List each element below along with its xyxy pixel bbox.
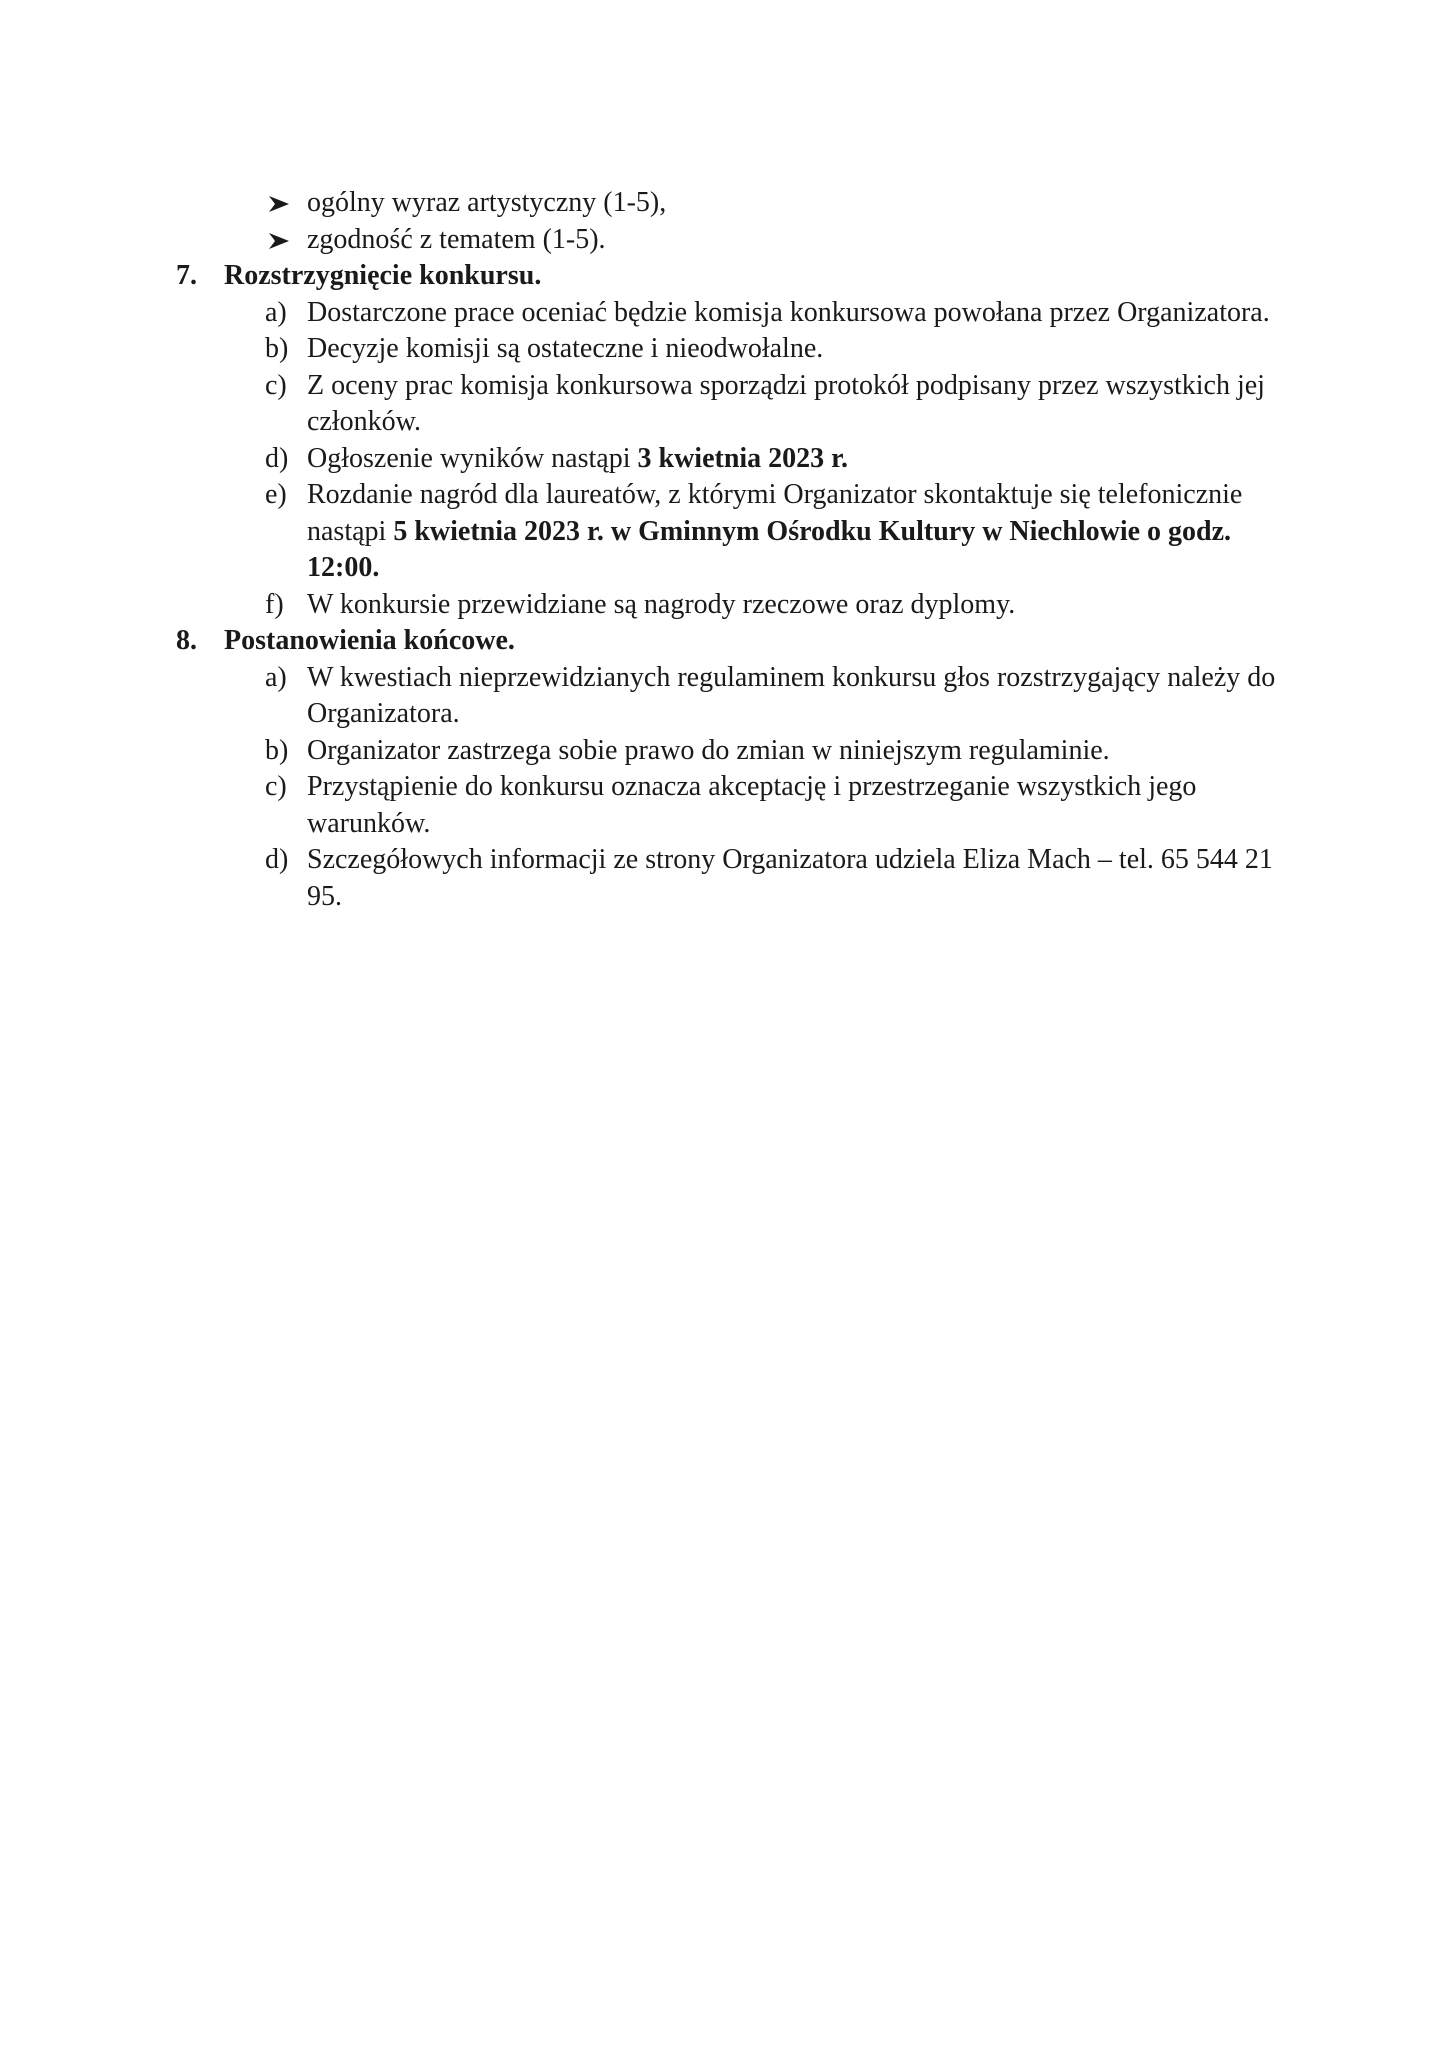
award-ceremony-details: 5 kwietnia 2023 r. w Gminnym Ośrodku Kultury w Niechlowie o godz. 12:00. — [307, 515, 1232, 583]
section-7-item-d — [176, 441, 1296, 478]
item-marker: d) — [265, 442, 289, 474]
section-8-item-b — [176, 733, 1296, 770]
section-7-item-b — [176, 331, 1296, 368]
item-text: Rozdanie nagród dla laureatów, z którymi Organizator skontaktuje się telefonicznie nastąpi — [307, 479, 1243, 547]
criteria-bullet-text: ogólny wyraz artystyczny (1-5), — [307, 187, 667, 218]
section-7-heading — [176, 258, 1296, 295]
arrow-bullet-icon — [265, 185, 295, 221]
section-8-item-c — [176, 769, 1296, 842]
section-title: Rozstrzygnięcie konkursu. — [224, 260, 542, 291]
section-title: Postanowienia końcowe. — [224, 625, 515, 656]
item-text: W kwestiach nieprzewidzianych regulaminem konkursu głos rozstrzygający należy do Organizatora. — [307, 661, 1276, 729]
item-text: Organizator zastrzega sobie prawo do zmian w niniejszym regulaminie. — [307, 734, 1110, 766]
section-number: 7. — [176, 260, 197, 291]
section-7-item-c — [176, 368, 1296, 441]
criteria-bullet-1 — [176, 185, 1296, 222]
item-text: Przystąpienie do konkursu oznacza akceptację i przestrzeganie wszystkich jego warunków. — [307, 771, 1197, 839]
item-text: Z oceny prac komisja konkursowa sporządzi protokół podpisany przez wszystkich jej członków. — [307, 369, 1265, 437]
document-content — [176, 185, 1296, 915]
section-number: 8. — [176, 625, 197, 656]
item-marker: d) — [265, 844, 289, 875]
item-text: Szczegółowych informacji ze strony Organizatora udziela Eliza Mach – tel. 65 544 21 95. — [307, 844, 1273, 912]
section-7-item-e — [176, 477, 1296, 587]
item-marker: c) — [265, 771, 287, 802]
section-8-item-d — [176, 842, 1296, 915]
item-marker: a) — [265, 296, 287, 328]
item-marker: b) — [265, 734, 289, 766]
item-marker: a) — [265, 661, 287, 693]
section-8-item-a — [176, 660, 1296, 733]
item-marker: c) — [265, 369, 287, 401]
criteria-bullet-text: zgodność z tematem (1-5). — [307, 223, 606, 255]
results-date: 3 kwietnia 2023 r. — [637, 442, 849, 474]
section-7-item-f — [176, 587, 1296, 624]
criteria-bullet-2 — [176, 222, 1296, 259]
section-7-item-a — [176, 295, 1296, 332]
item-text: W konkursie przewidziane są nagrody rzeczowe oraz dyplomy. — [307, 588, 1016, 620]
arrow-bullet-icon — [265, 222, 295, 258]
item-marker: b) — [265, 333, 289, 364]
item-text: Dostarczone prace oceniać będzie komisja konkursowa powołana przez Organizatora. — [307, 296, 1270, 328]
section-8-heading — [176, 623, 1296, 660]
item-marker: f) — [265, 588, 284, 620]
item-text: Decyzje komisji są ostateczne i nieodwołalne. — [307, 333, 824, 364]
item-text: Ogłoszenie wyników nastąpi — [307, 442, 638, 474]
item-marker: e) — [265, 479, 287, 510]
